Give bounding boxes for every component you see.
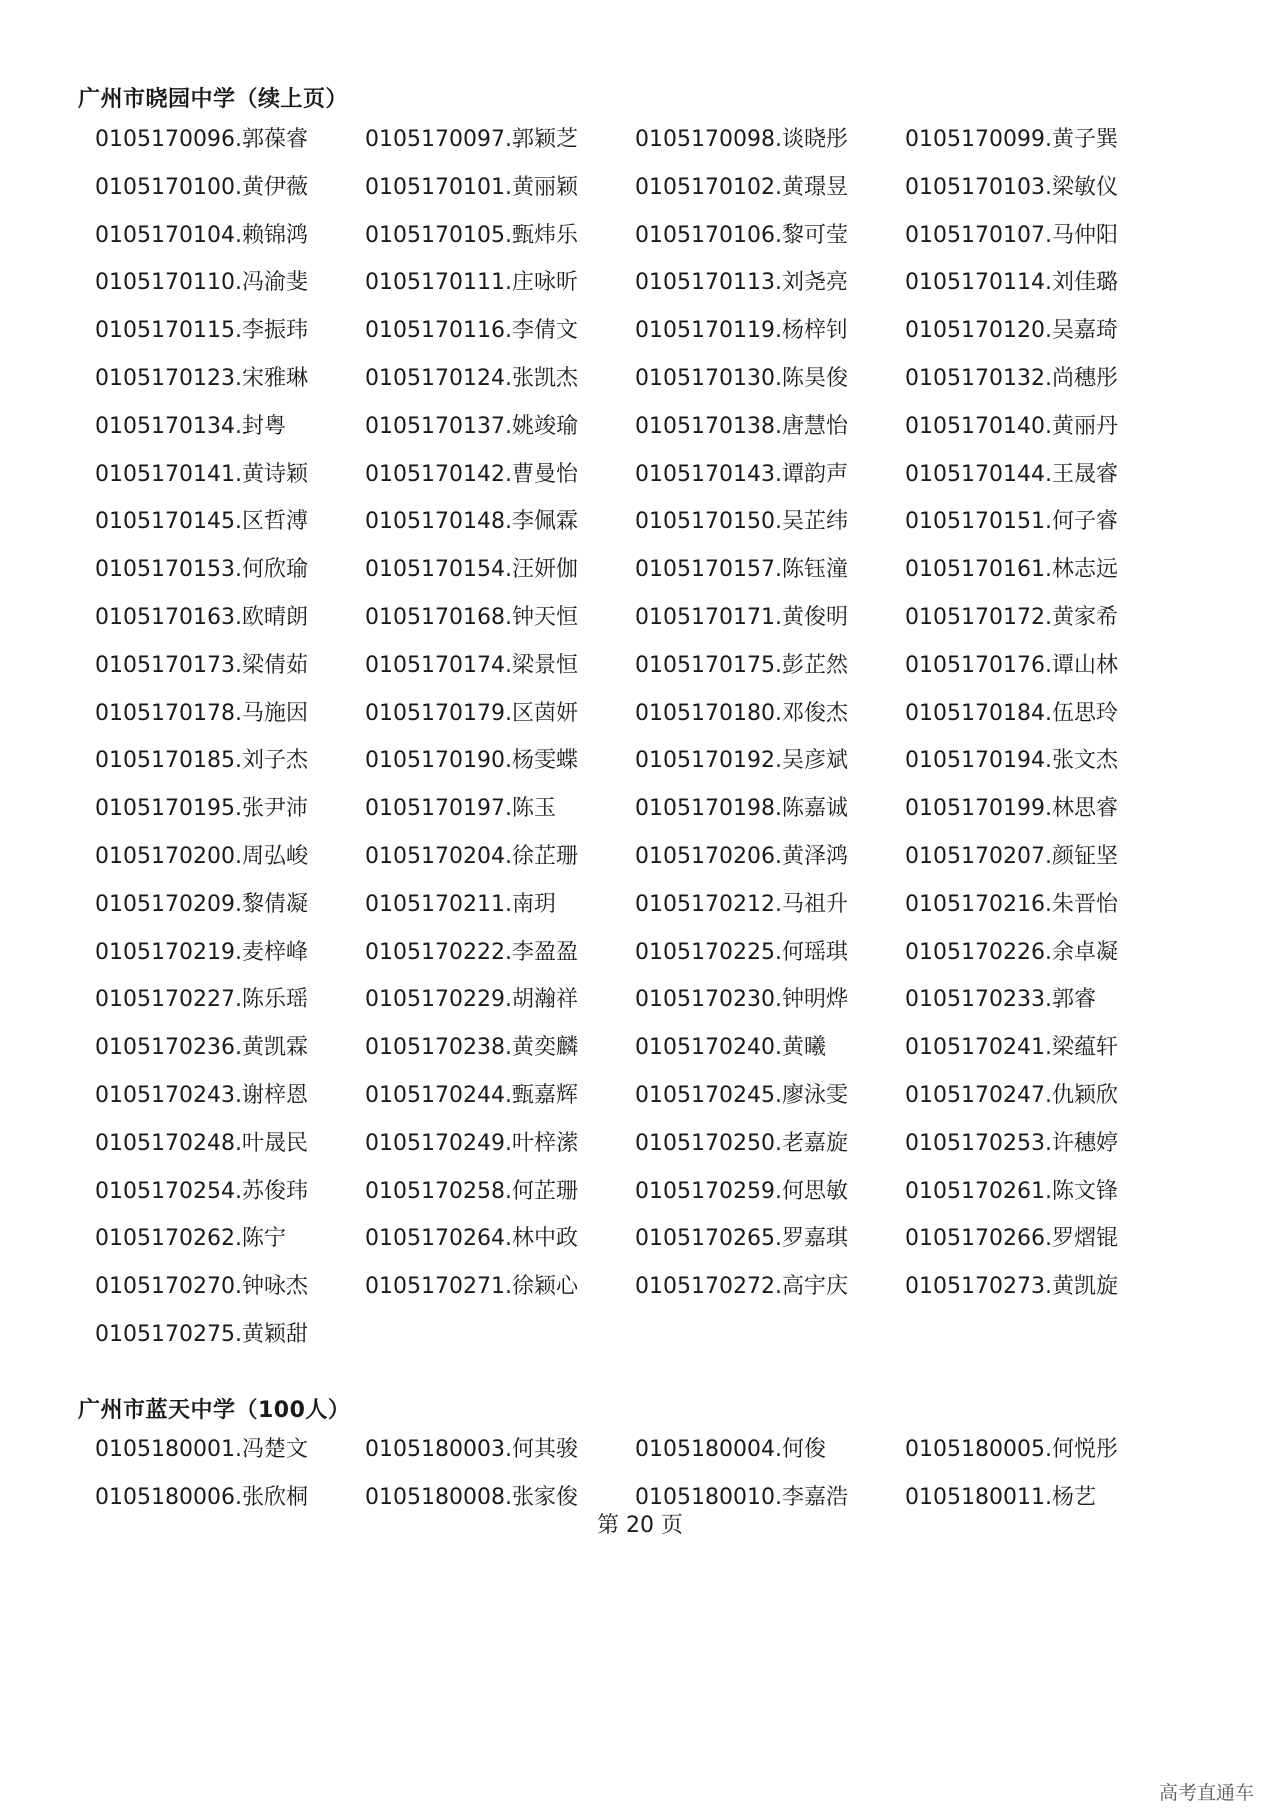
student-entry: 0105170199.林思睿 (905, 796, 1118, 822)
list-row (95, 929, 1195, 977)
student-entry: 0105170113.刘尧亮 (635, 270, 848, 296)
student-entry: 0105170150.吴芷纬 (635, 509, 848, 535)
section-title-xiaoyuan: 广州市晓园中学（续上页） (78, 87, 349, 112)
student-entry: 0105170243.谢梓恩 (95, 1082, 308, 1108)
list-row (95, 881, 1195, 929)
student-entry: 0105170249.叶梓潆 (365, 1130, 578, 1156)
student-entry: 0105170227.陈乐瑶 (95, 987, 308, 1013)
student-entry: 0105170157.陈钰潼 (635, 557, 848, 583)
student-entry: 0105170198.陈嘉诚 (635, 796, 848, 822)
student-entry: 0105170250.老嘉旋 (635, 1130, 848, 1156)
list-row (95, 1215, 1195, 1263)
list-row (95, 833, 1195, 881)
student-entry: 0105170096.郭葆睿 (95, 127, 308, 152)
student-list-xiaoyuan (95, 116, 1195, 1359)
student-entry: 0105180008.张家俊 (365, 1484, 578, 1510)
student-entry: 0105170107.马仲阳 (905, 222, 1118, 248)
student-entry: 0105170270.钟咏杰 (95, 1274, 308, 1300)
student-entry: 0105170171.黄俊明 (635, 604, 848, 630)
list-row (95, 1024, 1195, 1072)
student-entry: 0105170194.张文杰 (905, 748, 1118, 774)
student-entry: 0105170273.黄凯旋 (905, 1274, 1118, 1300)
student-entry: 0105170204.徐芷珊 (365, 843, 578, 869)
student-entry: 0105180003.何其骏 (365, 1437, 578, 1462)
student-entry: 0105170253.许穗婷 (905, 1130, 1118, 1156)
student-entry: 0105170100.黄伊薇 (95, 174, 308, 200)
list-row (95, 1263, 1195, 1311)
student-entry: 0105170247.仇颖欣 (905, 1082, 1118, 1108)
student-entry: 0105170222.李盈盈 (365, 939, 578, 965)
student-entry: 0105170184.伍思玲 (905, 700, 1118, 726)
student-entry: 0105170233.郭睿 (905, 987, 1096, 1013)
list-row (95, 355, 1195, 403)
student-entry: 0105180006.张欣桐 (95, 1484, 308, 1510)
student-entry: 0105170142.曹曼怡 (365, 461, 578, 487)
student-entry: 0105170262.陈宁 (95, 1226, 286, 1252)
list-row (95, 1120, 1195, 1168)
student-entry: 0105170163.欧晴朗 (95, 604, 308, 630)
student-entry: 0105180004.何俊 (635, 1437, 826, 1462)
list-row (95, 1311, 1195, 1359)
student-entry: 0105170206.黄泽鸿 (635, 843, 848, 869)
student-entry: 0105180005.何悦彤 (905, 1437, 1118, 1462)
list-row (95, 737, 1195, 785)
student-entry: 0105170254.苏俊玮 (95, 1178, 308, 1204)
student-entry: 0105170106.黎可莹 (635, 222, 848, 248)
student-entry: 0105170258.何芷珊 (365, 1178, 578, 1204)
student-entry: 0105170110.冯渝斐 (95, 270, 308, 296)
student-entry: 0105170124.张凯杰 (365, 365, 578, 391)
student-entry: 0105170134.封粤 (95, 413, 286, 439)
list-row (95, 976, 1195, 1024)
student-entry: 0105170264.林中政 (365, 1226, 578, 1252)
list-row (95, 403, 1195, 451)
student-entry: 0105170123.宋雅琳 (95, 365, 308, 391)
student-entry: 0105170137.姚竣瑜 (365, 413, 578, 439)
list-row (95, 1072, 1195, 1120)
student-entry: 0105170111.庄咏昕 (365, 270, 578, 296)
list-row (95, 785, 1195, 833)
student-entry: 0105170132.尚穗彤 (905, 365, 1118, 391)
student-entry: 0105170178.马施因 (95, 700, 308, 726)
student-entry: 0105170240.黄曦 (635, 1035, 826, 1061)
student-entry: 0105170195.张尹沛 (95, 796, 308, 822)
list-row (95, 690, 1195, 738)
student-entry: 0105170207.颜钲坚 (905, 843, 1118, 869)
student-entry: 0105170230.钟明烨 (635, 987, 848, 1013)
student-entry: 0105170179.区茵妍 (365, 700, 578, 726)
list-row (95, 451, 1195, 499)
student-entry: 0105170176.谭山林 (905, 652, 1118, 678)
student-entry: 0105170154.汪妍伽 (365, 557, 578, 583)
student-entry: 0105170229.胡瀚祥 (365, 987, 578, 1013)
student-entry: 0105170143.谭韵声 (635, 461, 848, 487)
student-entry: 0105170148.李佩霖 (365, 509, 578, 535)
student-entry: 0105170105.甄炜乐 (365, 222, 578, 248)
student-entry: 0105170172.黄家希 (905, 604, 1118, 630)
student-entry: 0105170102.黄璟昱 (635, 174, 848, 200)
student-entry: 0105170266.罗熠锟 (905, 1226, 1118, 1252)
student-entry: 0105170099.黄子巽 (905, 127, 1118, 152)
student-entry: 0105170130.陈昊俊 (635, 365, 848, 391)
student-entry: 0105170104.赖锦鸿 (95, 222, 308, 248)
student-entry: 0105170212.马祖升 (635, 891, 848, 917)
student-entry: 0105170261.陈文锋 (905, 1178, 1118, 1204)
student-entry: 0105170119.杨梓钊 (635, 318, 848, 344)
student-entry: 0105170241.梁蕴轩 (905, 1035, 1118, 1061)
student-entry: 0105170275.黄颖甜 (95, 1321, 308, 1347)
student-entry: 0105170209.黎倩凝 (95, 891, 308, 917)
student-entry: 0105170141.黄诗颖 (95, 461, 308, 487)
student-entry: 0105170101.黄丽颖 (365, 174, 578, 200)
student-entry: 0105170153.何欣瑜 (95, 557, 308, 583)
student-entry: 0105170168.钟天恒 (365, 604, 578, 630)
student-entry: 0105170236.黄凯霖 (95, 1035, 308, 1061)
student-entry: 0105170192.吴彦斌 (635, 748, 848, 774)
watermark: 高考直通车 (1158, 1782, 1254, 1804)
student-entry: 0105170226.余卓凝 (905, 939, 1118, 965)
student-entry: 0105170116.李倩文 (365, 318, 578, 344)
student-entry: 0105170245.廖泳雯 (635, 1082, 848, 1108)
student-entry: 0105180011.杨艺 (905, 1484, 1096, 1510)
student-entry: 0105170248.叶晟民 (95, 1130, 308, 1156)
student-entry: 0105170190.杨雯蝶 (365, 748, 578, 774)
student-entry: 0105170185.刘子杰 (95, 748, 308, 774)
student-entry: 0105170115.李振玮 (95, 318, 308, 344)
list-row (95, 1426, 1195, 1474)
student-entry: 0105170211.南玥 (365, 891, 556, 917)
student-entry: 0105170114.刘佳璐 (905, 270, 1118, 296)
list-row (95, 546, 1195, 594)
student-entry: 0105170173.梁倩茹 (95, 652, 308, 678)
student-entry: 0105170098.谈晓彤 (635, 127, 848, 152)
student-entry: 0105170161.林志远 (905, 557, 1118, 583)
student-entry: 0105170197.陈玉 (365, 796, 556, 822)
list-row (95, 212, 1195, 260)
list-row (95, 594, 1195, 642)
student-entry: 0105170097.郭颖芝 (365, 127, 578, 152)
student-entry: 0105170145.区哲溥 (95, 509, 308, 535)
student-entry: 0105180001.冯楚文 (95, 1437, 308, 1462)
student-entry: 0105170238.黄奕麟 (365, 1035, 578, 1061)
student-entry: 0105170216.朱晋怡 (905, 891, 1118, 917)
student-entry: 0105170271.徐颖心 (365, 1274, 578, 1300)
student-entry: 0105170244.甄嘉辉 (365, 1082, 578, 1108)
student-entry: 0105170138.唐慧怡 (635, 413, 848, 439)
list-row (95, 1168, 1195, 1216)
student-entry: 0105170272.高宇庆 (635, 1274, 848, 1300)
student-entry: 0105170103.梁敏仪 (905, 174, 1118, 200)
student-entry: 0105170259.何思敏 (635, 1178, 848, 1204)
page-number: 第 20 页 (597, 1513, 683, 1538)
student-entry: 0105170174.梁景恒 (365, 652, 578, 678)
section-title-lantian: 广州市蓝天中学（100人） (78, 1398, 351, 1423)
student-entry: 0105170265.罗嘉琪 (635, 1226, 848, 1252)
student-entry: 0105170151.何子睿 (905, 509, 1118, 535)
list-row (95, 164, 1195, 212)
list-row (95, 259, 1195, 307)
student-entry: 0105170120.吴嘉琦 (905, 318, 1118, 344)
list-row (95, 498, 1195, 546)
list-row (95, 307, 1195, 355)
student-entry: 0105170200.周弘峻 (95, 843, 308, 869)
list-row (95, 116, 1195, 164)
student-entry: 0105170140.黄丽丹 (905, 413, 1118, 439)
student-entry: 0105170144.王晟睿 (905, 461, 1118, 487)
list-row (95, 642, 1195, 690)
student-entry: 0105170225.何瑶琪 (635, 939, 848, 965)
student-entry: 0105170180.邓俊杰 (635, 700, 848, 726)
student-entry: 0105170219.麦梓峰 (95, 939, 308, 965)
student-entry: 0105180010.李嘉浩 (635, 1484, 848, 1510)
student-entry: 0105170175.彭芷然 (635, 652, 848, 678)
